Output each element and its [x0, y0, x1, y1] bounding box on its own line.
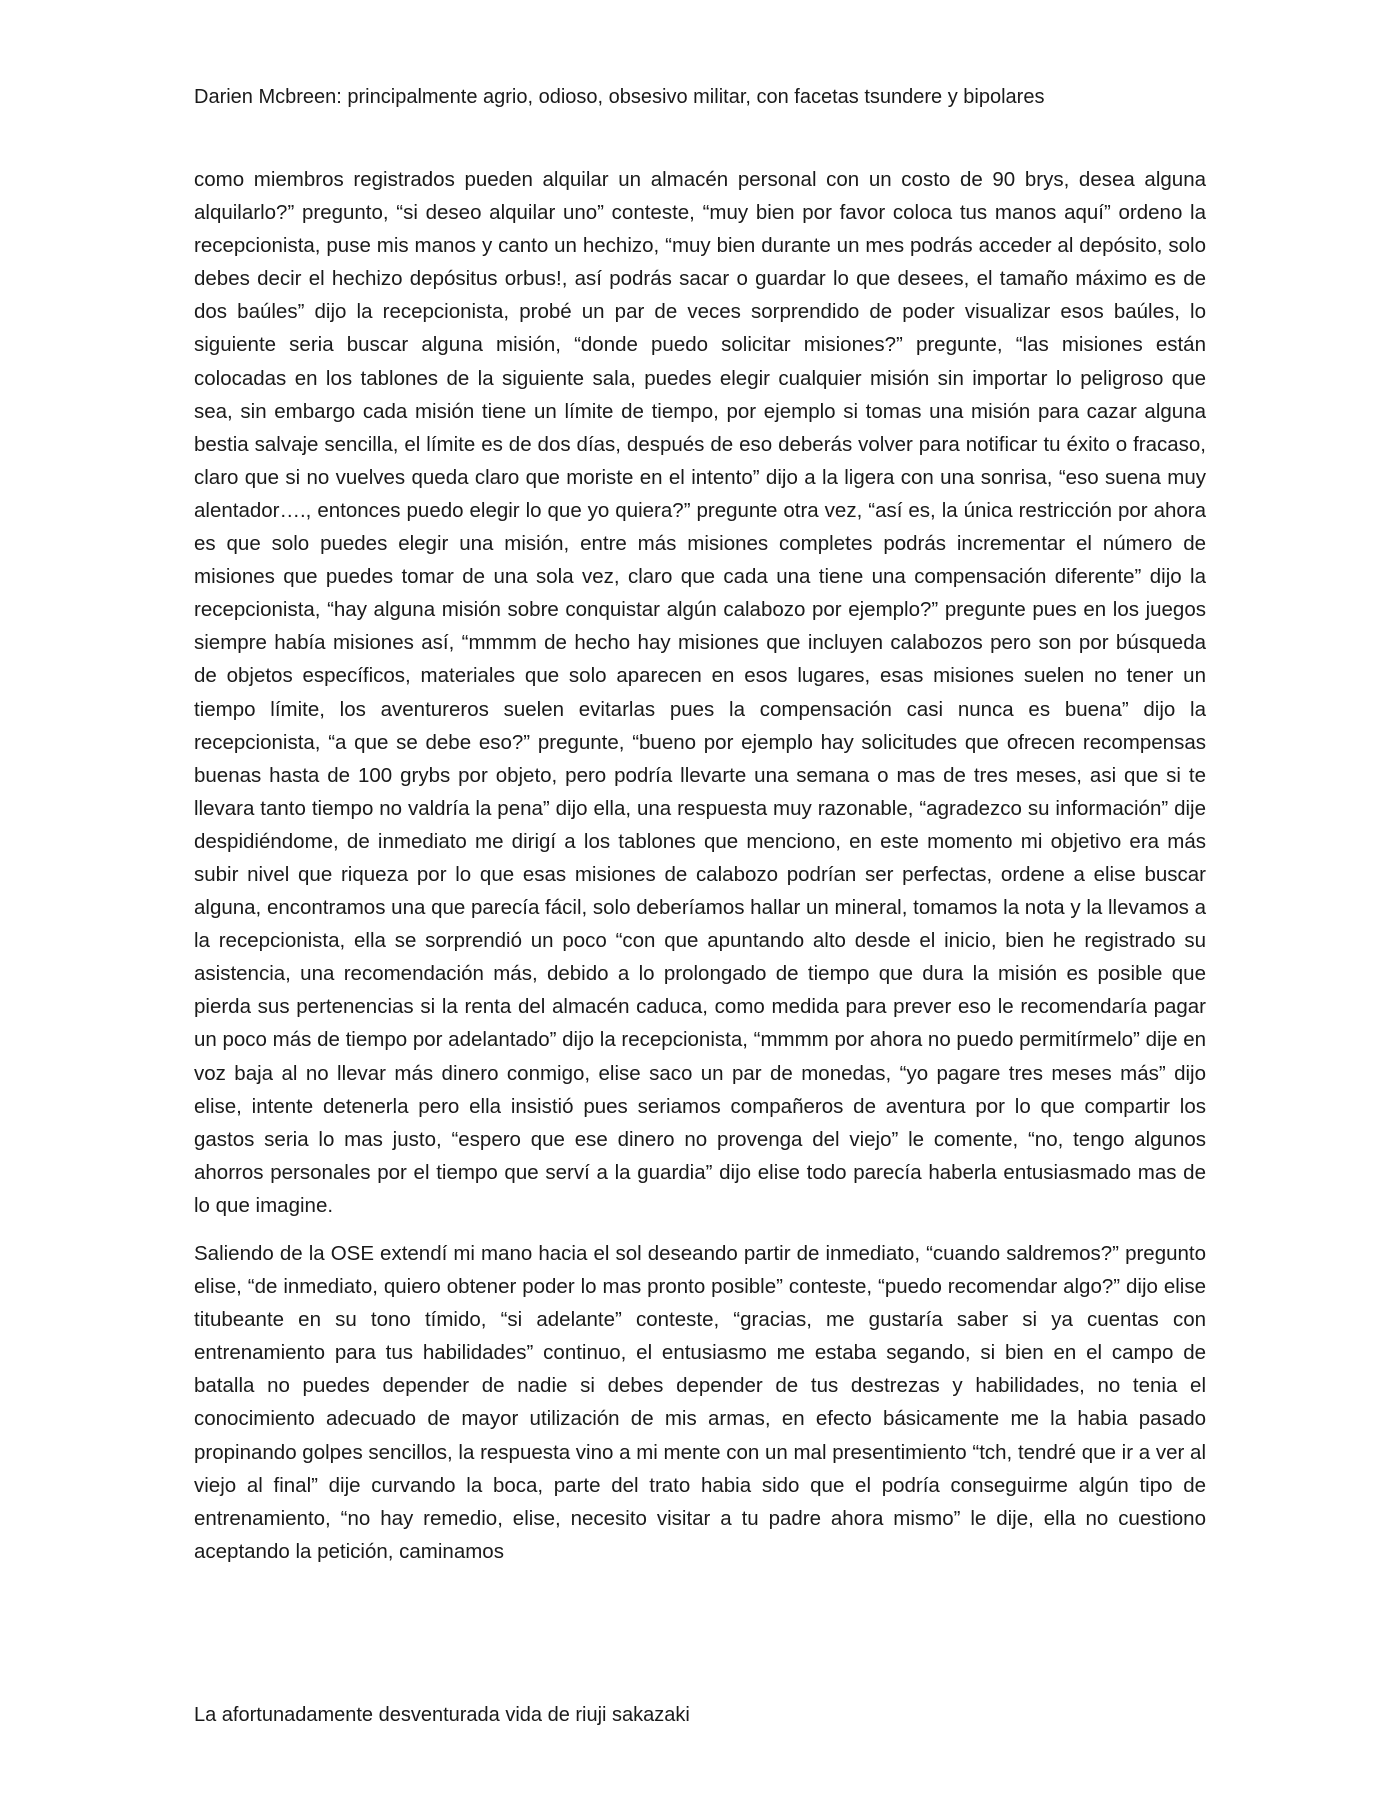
- paragraph: como miembros registrados pueden alquilar un almacén personal con un costo de 90 brys, desea alguna alquilarlo?” pregunto, “si deseo alquilar uno” conteste, “muy bien por favor coloca tus manos aquí” ordeno la recepcionista, puse mis manos y canto un hechizo, “muy bien durante un mes podrás acceder al depósito, solo debes decir el hechizo depósitus orbus!, así podrás sacar o guardar lo que desees, el tamaño máximo es de dos baúles” dijo la recepcionista, probé un par de veces sorprendido de poder visualizar esos baúles, lo siguiente seria buscar alguna misión, “donde puedo solicitar misiones?” pregunte, “las misiones están colocadas en los tablones de la siguiente sala, puedes elegir cualquier misión sin importar lo peligroso que sea, sin embargo cada misión tiene un límite de tiempo, por ejemplo si tomas una misión para cazar alguna bestia salvaje sencilla, el límite es de dos días, después de eso deberás volver para notificar tu éxito o fracaso, claro que si no vuelves queda claro que moriste en el intento” dijo a la ligera con una sonrisa, “eso suena muy alentador…., entonces puedo elegir lo que yo quiera?” pregunte otra vez, “así es, la única restricción por ahora es que solo puedes elegir una misión, entre más misiones completes podrás incrementar el número de misiones que puedes tomar de una sola vez, claro que cada una tiene una compensación diferente” dijo la recepcionista, “hay alguna misión sobre conquistar algún calabozo por ejemplo?” pregunte pues en los juegos siempre había misiones así, “mmmm de hecho hay misiones que incluyen calabozos pero son por búsqueda de objetos específicos, materiales que solo aparecen en esos lugares, esas misiones suelen no tener un tiempo límite, los aventureros suelen evitarlas pues la compensación casi nunca es buena” dijo la recepcionista, “a que se debe eso?” pregunte, “bueno por ejemplo hay solicitudes que ofrecen recompensas buenas hasta de 100 grybs por objeto, pero podría llevarte una semana o mas de tres meses, asi que si te llevara tanto tiempo no valdría la pena” dijo ella, una respuesta muy razonable, “agradezco su información” dije despidiéndome, de inmediato me dirigí a los tablones que menciono, en este momento mi objetivo era más subir nivel que riqueza por lo que esas misiones de calabozo podrían ser perfectas, ordene a elise buscar alguna, encontramos una que parecía fácil, solo deberíamos hallar un mineral, tomamos la nota y la llevamos a la recepcionista, ella se sorprendió un poco “con que apuntando alto desde el inicio, bien he registrado su asistencia, una recomendación más, debido a lo prolongado de tiempo que dura la misión es posible que pierda sus pertenencias si la renta del almacén caduca, como medida para prever eso le recomendaría pagar un poco más de tiempo por adelantado” dijo la recepcionista, “mmmm por ahora no puedo permitírmelo” dije en voz baja al no llevar más dinero conmigo, elise saco un par de monedas, “yo pagare tres meses más” dijo elise, intente detenerla pero ella insistió pues seriamos compañeros de aventura por lo que compartir los gastos seria lo mas justo, “espero que ese dinero no provenga del viejo” le comente, “no, tengo algunos ahorros personales por el tiempo que serví a la guardia” dijo elise todo parecía haberla entusiasmado mas de lo que imagine.: [194, 168, 1206, 1217]
- page-body: [194, 163, 1206, 1568]
- paragraph: Saliendo de la OSE extendí mi mano hacia el sol deseando partir de inmediato, “cuando saldremos?” pregunto elise, “de inmediato, quiero obtener poder lo mas pronto posible” conteste, “puedo recomendar algo?” dijo elise titubeante en su tono tímido, “si adelante” conteste, “gracias, me gustaría saber si ya cuentas con entrenamiento para tus habilidades” continuo, el entusiasmo me estaba segando, si bien en el campo de batalla no puedes depender de nadie si debes depender de tus destrezas y habilidades, no tenia el conocimiento adecuado de mayor utilización de mis armas, en efecto básicamente me la habia pasado propinando golpes sencillos, la respuesta vino a mi mente con un mal presentimiento “tch, tendré que ir a ver al viejo al final” dije curvando la boca, parte del trato habia sido que el podría conseguirme algún tipo de entrenamiento, “no hay remedio, elise, necesito visitar a tu padre ahora mismo” le dije, ella no cuestiono aceptando la petición, caminamos: [194, 1242, 1206, 1563]
- page-footer: La afortunadamente desventurada vida de riuji sakazaki: [194, 1704, 690, 1726]
- page-header: Darien Mcbreen: principalmente agrio, odioso, obsesivo militar, con facetas tsundere y bipolares: [194, 86, 1045, 108]
